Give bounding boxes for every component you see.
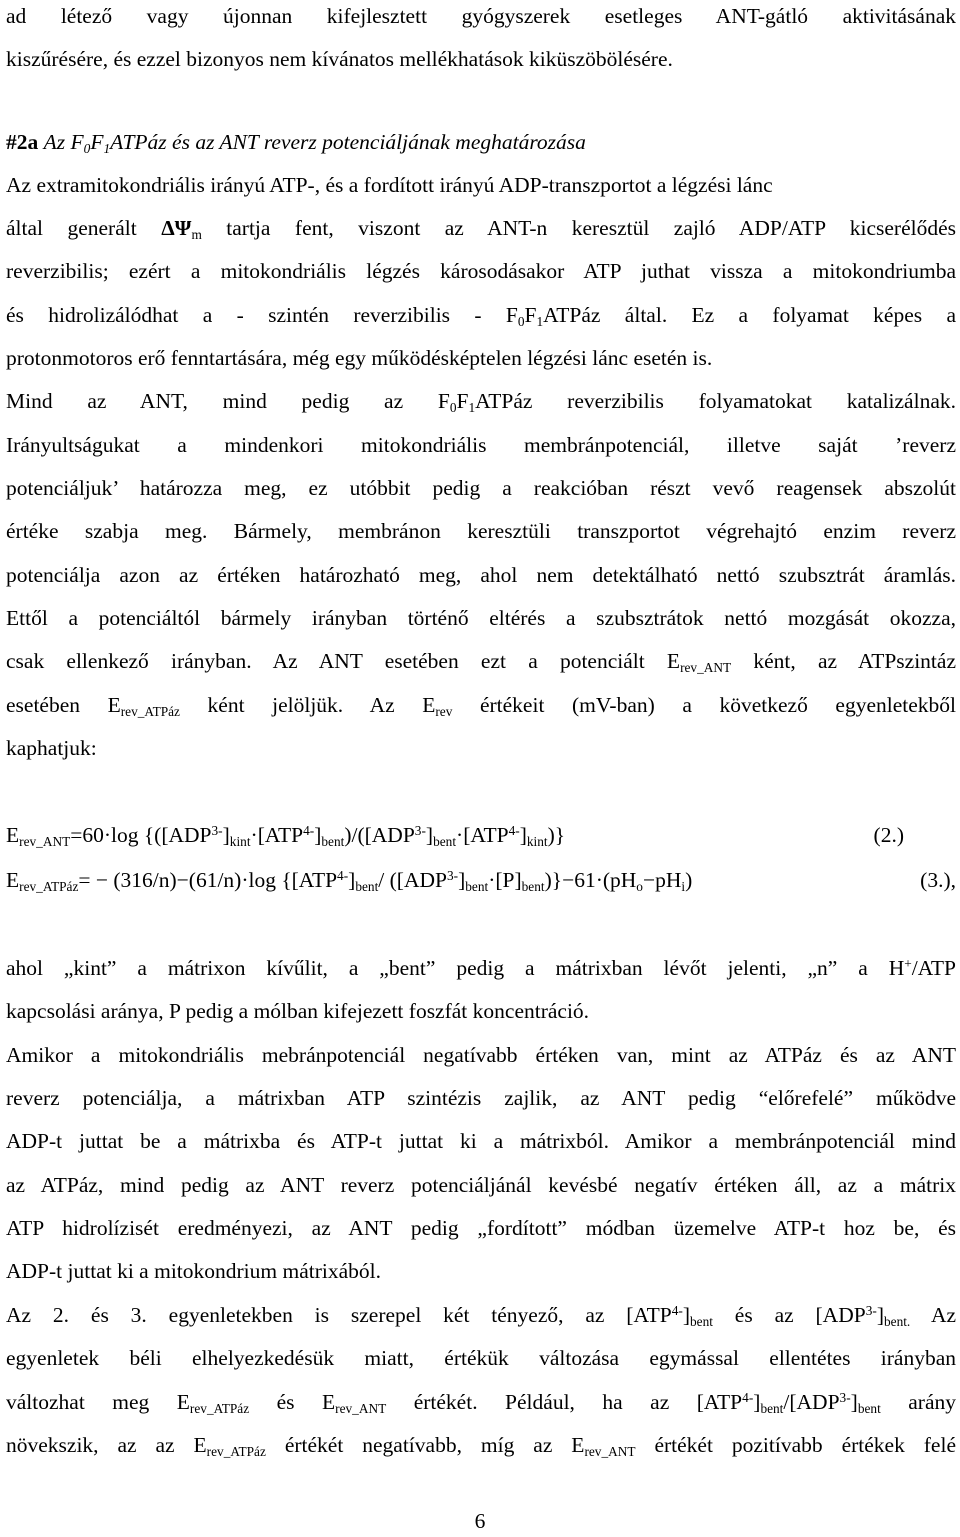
equation-3: $E_{rev\_ATPáz}= - (316/n)-(61/n)\cdot\log$ {$[ATP^{4-}]_{bent}/$ $([ADP^{3-}]_{bent}\cdot[P]_{bent})\}-61\cdot(pH_o-pH_i)$ (3.), <box>6 867 956 895</box>
text-line: ahol „kint” a mátrixon kívűlit, a „bent” pedig a mátrixban lévőt jelenti, „n” a H+/ATP <box>6 955 956 980</box>
equation-number: (3.), <box>920 868 956 892</box>
text-line: Ettől a potenciáltól bármely irányban történő eltérés a szubsztrátok nettó mozgását okozza, <box>6 606 956 630</box>
text-line: kapcsolási aránya, P pedig a mólban kifejezett foszfát koncentráció. <box>6 999 590 1023</box>
text-line: az ATPáz, mind pedig az ANT reverz potenciáljánál kevésbé negatív értéken áll, az a mátrix <box>6 1173 956 1197</box>
text-line: csak ellenkező irányban. Az ANT esetében ezt a potenciált $E_{rev\_ANT}$ ként, az ATPszintáz <box>6 649 956 676</box>
text-line: potenciáljuk’ határozza meg, ez utóbbit pedig a reakcióban részt vevő reagensek abszolút <box>6 476 956 500</box>
heading-number: #2a <box>6 130 39 154</box>
text-line: és hidrolizálódhat a - szintén reverzibilis - $F_0F_1ATPáz$ által. Ez a folyamat képes a <box>6 303 956 330</box>
text-line: kiszűrésére, és ezzel bizonyos nem kívánatos mellékhatások kiküszöbölésére. <box>6 47 673 71</box>
text-line: reverz potenciálja, a mátrixban ATP szintézis zajlik, az ANT pedig “előrefelé” működve <box>6 1086 956 1110</box>
text-line: kaphatjuk: <box>6 736 97 760</box>
text-line: Az extramitokondriális irányú ATP-, és a fordított irányú ADP-transzportot a légzési lánc <box>6 173 773 197</box>
text-line: ATP hidrolízisét eredményezi, az ANT pedig „fordított” módban üzemelve ATP-t hoz be, és <box>6 1216 956 1240</box>
text-line: ad létező vagy újonnan kifejlesztett gyógyszerek esetleges ANT-gátló aktivitásának <box>6 4 956 28</box>
equation-2: $E_{rev\_ANT}=60\cdot\log$ $\{([ADP^{3-}]_{kint}\cdot[ATP^{4-}]_{bent})/([ADP^{3-}]_{bent}\cdot[ATP^{4-}]_{kint})\}$ (2.) <box>6 822 904 850</box>
text-line: potenciálja azon az értéken határozható meg, ahol nem detektálható nettó szubsztrát áramlás. <box>6 563 956 587</box>
text-line: reverzibilis; ezért a mitokondriális légzés károsodásakor ATP juthat vissza a mitokondriumba <box>6 259 956 283</box>
text-line: növekszik, az az $E_{rev\_ATPáz}$ értékét negatívabb, míg az $E_{rev\_ANT}$ értékét pozitívabb értékek felé <box>6 1433 956 1460</box>
text-line: Irányultságukat a mindenkori mitokondriális membránpotenciál, illetve saját ’reverz <box>6 433 956 457</box>
text-line: protonmotoros erő fenntartására, még egy működésképtelen légzési lánc esetén is. <box>6 346 713 370</box>
text-line: esetében $E_{rev\_ATPáz}$ ként jelöljük. Az $E_{rev}$ értékeit (mV-ban) a következő egyenletekből <box>6 693 957 720</box>
text-line: értéke szabja meg. Bármely, membránon keresztüli transzportot végrehajtó enzim reverz <box>6 519 956 543</box>
section-heading <box>6 129 956 155</box>
text-line: Amikor a mitokondriális mebránpotenciál negatívabb értéken van, mint az ATPáz és az ANT <box>6 1043 956 1067</box>
text-line: változhat meg $E_{rev\_ATPáz}$ és $E_{rev\_ANT}$ értékét. Például, ha az $[ATP^{4-}]_{bent}/[ADP^{3-}]_{bent}$ arány <box>6 1389 957 1417</box>
page-number: 6 <box>474 1509 486 1533</box>
equation-number: (2.) <box>873 823 904 847</box>
text-line: ADP-t juttat ki a mitokondrium mátrixából. <box>6 1259 382 1283</box>
text-line: ADP-t juttat be a mátrixba és ATP-t juttat ki a mátrixból. Amikor a membránpotenciál mind <box>6 1129 956 1153</box>
text-line: Az 2. és 3. egyenletekben is szerepel két tényező, az $[ATP^{4-}]_{bent}$ és az $[ADP^{3-}]_{bent.}$ Az <box>6 1302 957 1330</box>
heading-title: Az $F_0F_1ATPáz$ és az ANT reverz potenciáljának meghatározása <box>43 130 586 157</box>
text-line: által generált $\Delta\Psi_m$ tartja fent, viszont az ANT-n keresztül zajló ADP/ATP kicserélődés <box>6 216 956 243</box>
text-line: egyenletek béli elhelyezkedésük miatt, értékük változása egymással ellentétes irányban <box>6 1346 956 1370</box>
text-line: Mind az ANT, mind pedig az $F_0F_1ATPáz$ reverzibilis folyamatokat katalizálnak. <box>6 389 956 416</box>
